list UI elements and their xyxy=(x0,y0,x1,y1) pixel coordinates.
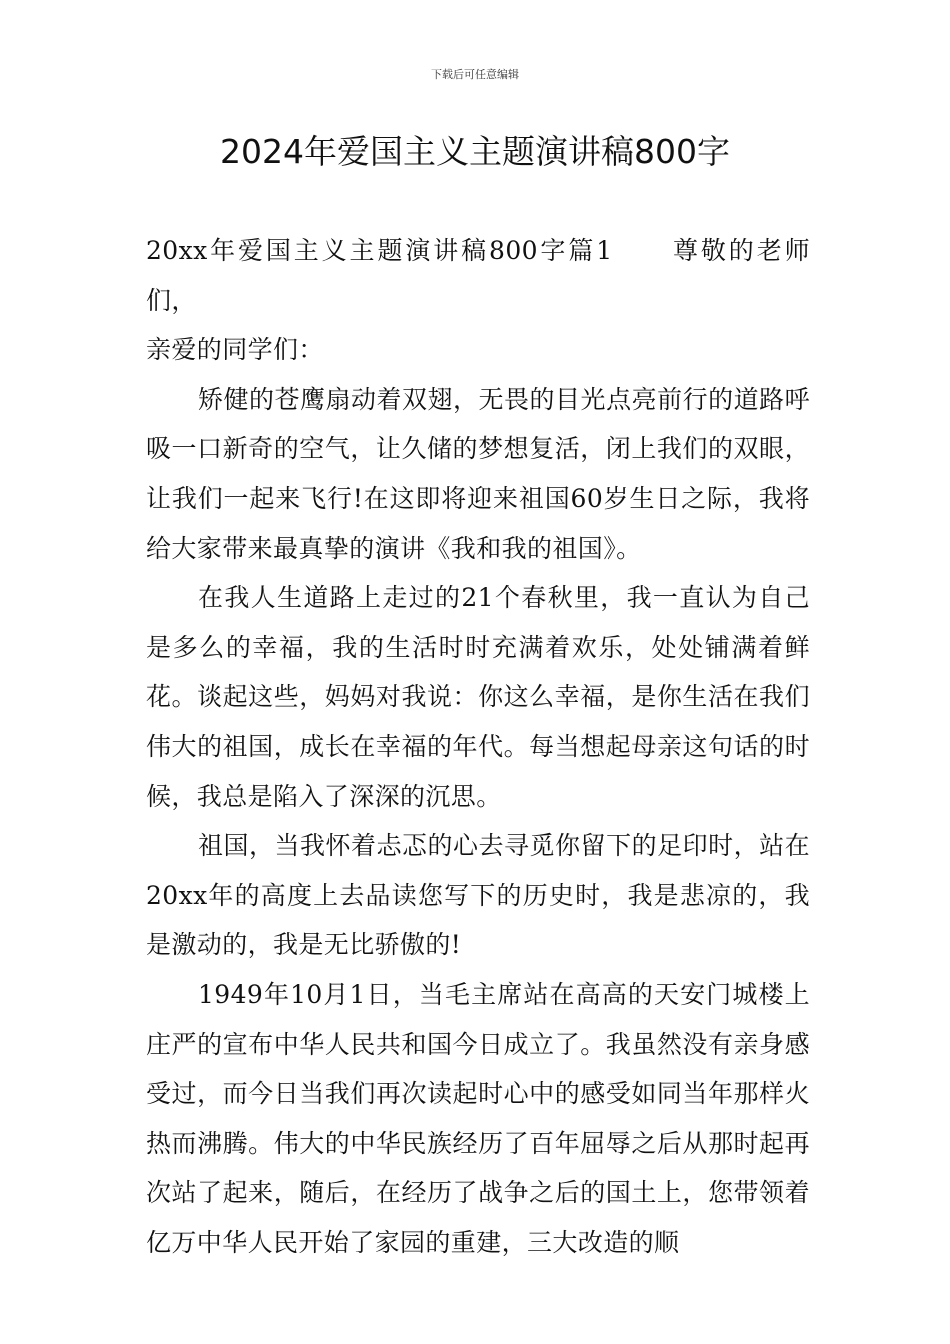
document-title: 2024年爱国主义主题演讲稿800字 xyxy=(220,132,730,171)
body-paragraph: 在我人生道路上走过的21个春秋里，我一直认为自己是多么的幸福，我的生活时时充满着欢乐，处处铺满着鲜花。谈起这些，妈妈对我说：你这么幸福，是你生活在我们伟大的祖国，成长在幸福的年代。每当想起母亲这句话的时候，我总是陷入了深深的沉思。 xyxy=(146,583,810,811)
body-paragraph: 矫健的苍鹰扇动着双翅，无畏的目光点亮前行的道路呼吸一口新奇的空气，让久储的梦想复活，闭上我们的双眼，让我们一起来飞行!在这即将迎来祖国60岁生日之际，我将给大家带来最真挚的演讲《我和我的祖国》。 xyxy=(146,384,810,563)
intro-heading: 20xx年爱国主义主题演讲稿800字篇1 xyxy=(146,236,613,265)
salutation-teachers: 尊敬的老师们， xyxy=(146,236,810,315)
header-note: 下载后可任意编辑 xyxy=(431,68,519,81)
intro-paragraph xyxy=(146,226,810,325)
salutation-students: 亲爱的同学们： xyxy=(146,335,324,365)
document-body xyxy=(146,226,810,1267)
body-paragraph: 1949年10月1日，当毛主席站在高高的天安门城楼上庄严的宣布中华人民共和国今日成立了。我虽然没有亲身感受过，而今日当我们再次读起时心中的感受如同当年那样火热而沸腾。伟大的中华民族经历了百年屈辱之后从那时起再次站了起来，随后，在经历了战争之后的国土上，您带领着亿万中华人民开始了家园的重建，三大改造的顺 xyxy=(146,979,810,1257)
body-paragraph: 祖国，当我怀着忐忑的心去寻觅你留下的足印时，站在20xx年的高度上去品读您写下的历史时，我是悲凉的，我是激动的，我是无比骄傲的! xyxy=(146,831,810,960)
